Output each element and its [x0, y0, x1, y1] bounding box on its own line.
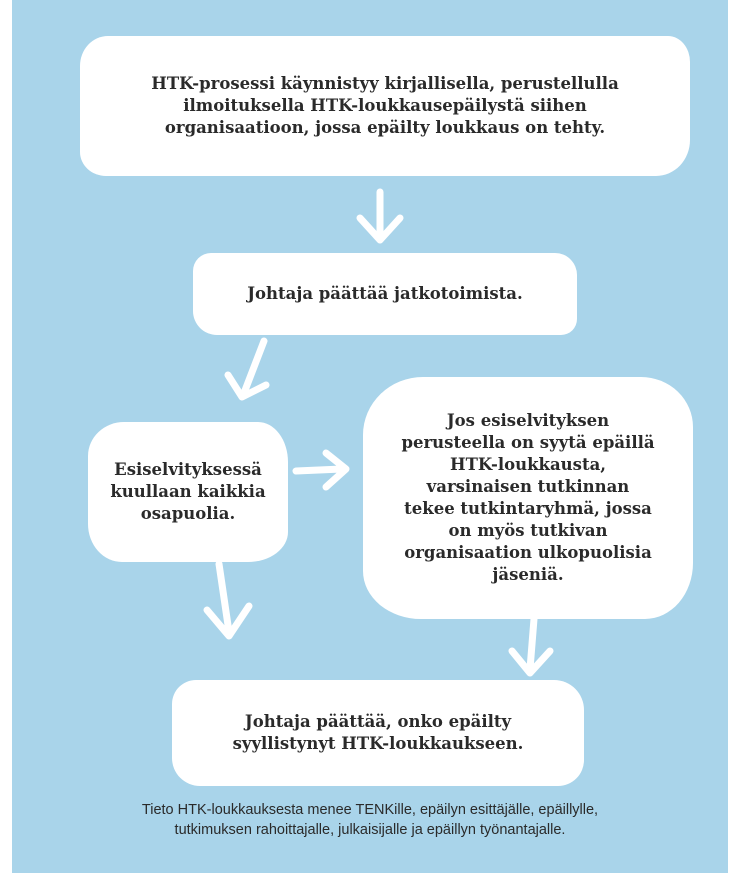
arrow-decision-to-preliminary [220, 335, 280, 405]
preliminary-inquiry-text: Esiselvityksessä kuullaan kaikkia osapuolia. [110, 460, 266, 523]
preliminary-inquiry-box [88, 422, 288, 562]
arrow-preliminary-to-investigation [292, 447, 354, 493]
footer-line-2: tutkimuksen rahoittajalle, julkaisijalle ja epäillyn työnantajalle. [174, 822, 566, 838]
investigation-text: Jos esiselvityksen perusteella on syytä epäillä HTK-loukkausta, varsinaisen tutkinnan tekee tutkintaryhmä, jossa on myös tutkivan organisaation ulkopuolisia jäseniä. [401, 411, 655, 584]
arrow-investigation-to-verdict [500, 615, 562, 677]
decision-text: Johtaja päättää jatkotoimista. [247, 284, 523, 303]
verdict-text: Johtaja päättää, onko epäilty syyllistynyt HTK-loukkaukseen. [232, 712, 524, 753]
decision-box [193, 253, 577, 335]
process-start-box [80, 36, 690, 176]
process-start-text: HTK-prosessi käynnistyy kirjallisella, perustellulla ilmoituksella HTK-loukkausepäilystä siihen organisaatioon, jossa epäilty loukkaus on tehty. [151, 74, 619, 137]
arrow-start-to-decision [350, 188, 410, 248]
footer-note [12, 800, 728, 840]
investigation-box [363, 377, 693, 619]
verdict-box [172, 680, 584, 786]
footer-line-1: Tieto HTK-loukkauksesta menee TENKille, epäilyn esittäjälle, epäillylle, [141, 802, 599, 818]
arrow-preliminary-to-verdict [195, 560, 265, 642]
